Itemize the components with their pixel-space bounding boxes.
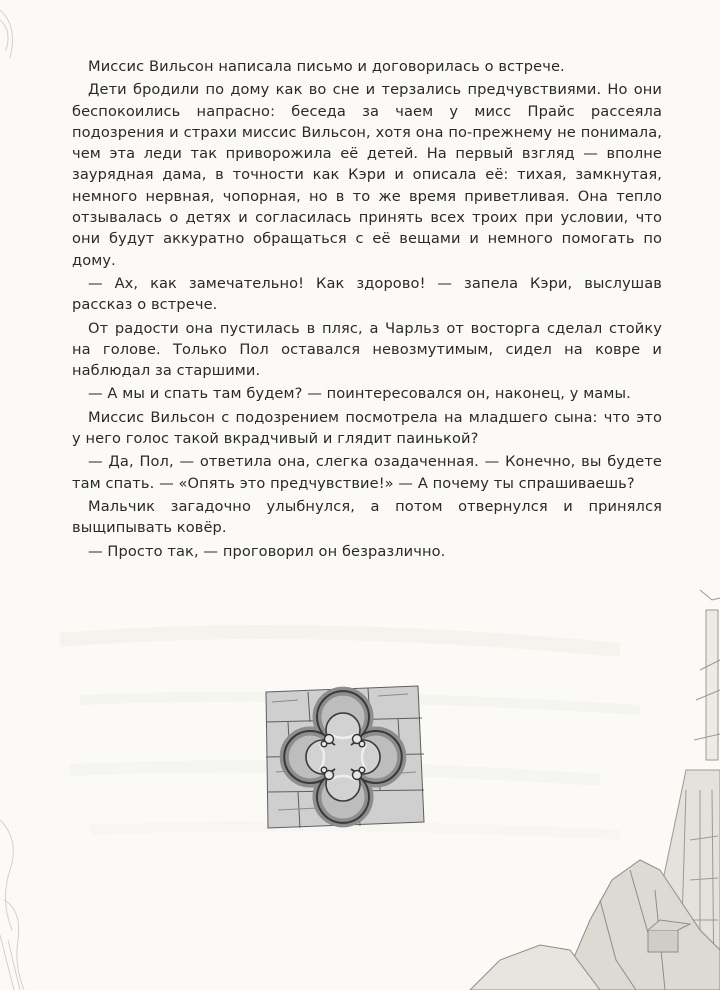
paragraph: — Да, Пол, — ответила она, слегка озадаченная. — Конечно, вы будете там спать. — «Опять это предчувствие!» — А почему ты спрашиваешь? <box>72 453 662 492</box>
paragraph: — Ах, как замечательно! Как здорово! — запела Кэри, выслушав рассказ о встрече. <box>72 274 662 314</box>
paragraph: Мальчик загадочно улыбнулся, а потом отвернулся и принялся выщипывать ковёр. <box>72 497 662 537</box>
paragraph: — Просто так, — проговорил он безразлично. <box>88 542 446 560</box>
paragraph: От радости она пустилась в пляс, а Чарльз от восторга сделал стойку на голове. Только Пол оставался невозмутимым, сидел на ковре и наблюдал за старшими. <box>72 319 662 380</box>
paragraph: — А мы и спать там будем? — поинтересовался он, наконец, у мамы. <box>88 385 631 403</box>
paragraph: Миссис Вильсон с подозрением посмотрела на младшего сына: что это у него голос такой вкрадчивый и глядит паинькой? <box>72 408 662 448</box>
paragraph: Дети бродили по дому как во сне и терзались предчувствиями. Но они беспокоились напрасно: беседа за чаем у мисс Прайс рассеяла подозрения и страхи миссис Вильсон, хотя она по-прежнему не понимала, чем эта леди так приворожила её детей. На первый взгляд — вполне заурядная дама, в точности как Кэри и описала её: тихая, замкнутая, немного нервная, чопорная, но в то же время приветливая. Она тепло отзывалась о детях и согласилась принять всех троих при условии, что они будут аккуратно обращаться с её вещами и немного помогать по дому. <box>72 81 662 269</box>
story-text <box>72 56 662 564</box>
quatrefoil-ornament-icon <box>258 682 428 832</box>
paragraph: Миссис Вильсон написала письмо и договорилась о встрече. <box>88 58 565 75</box>
